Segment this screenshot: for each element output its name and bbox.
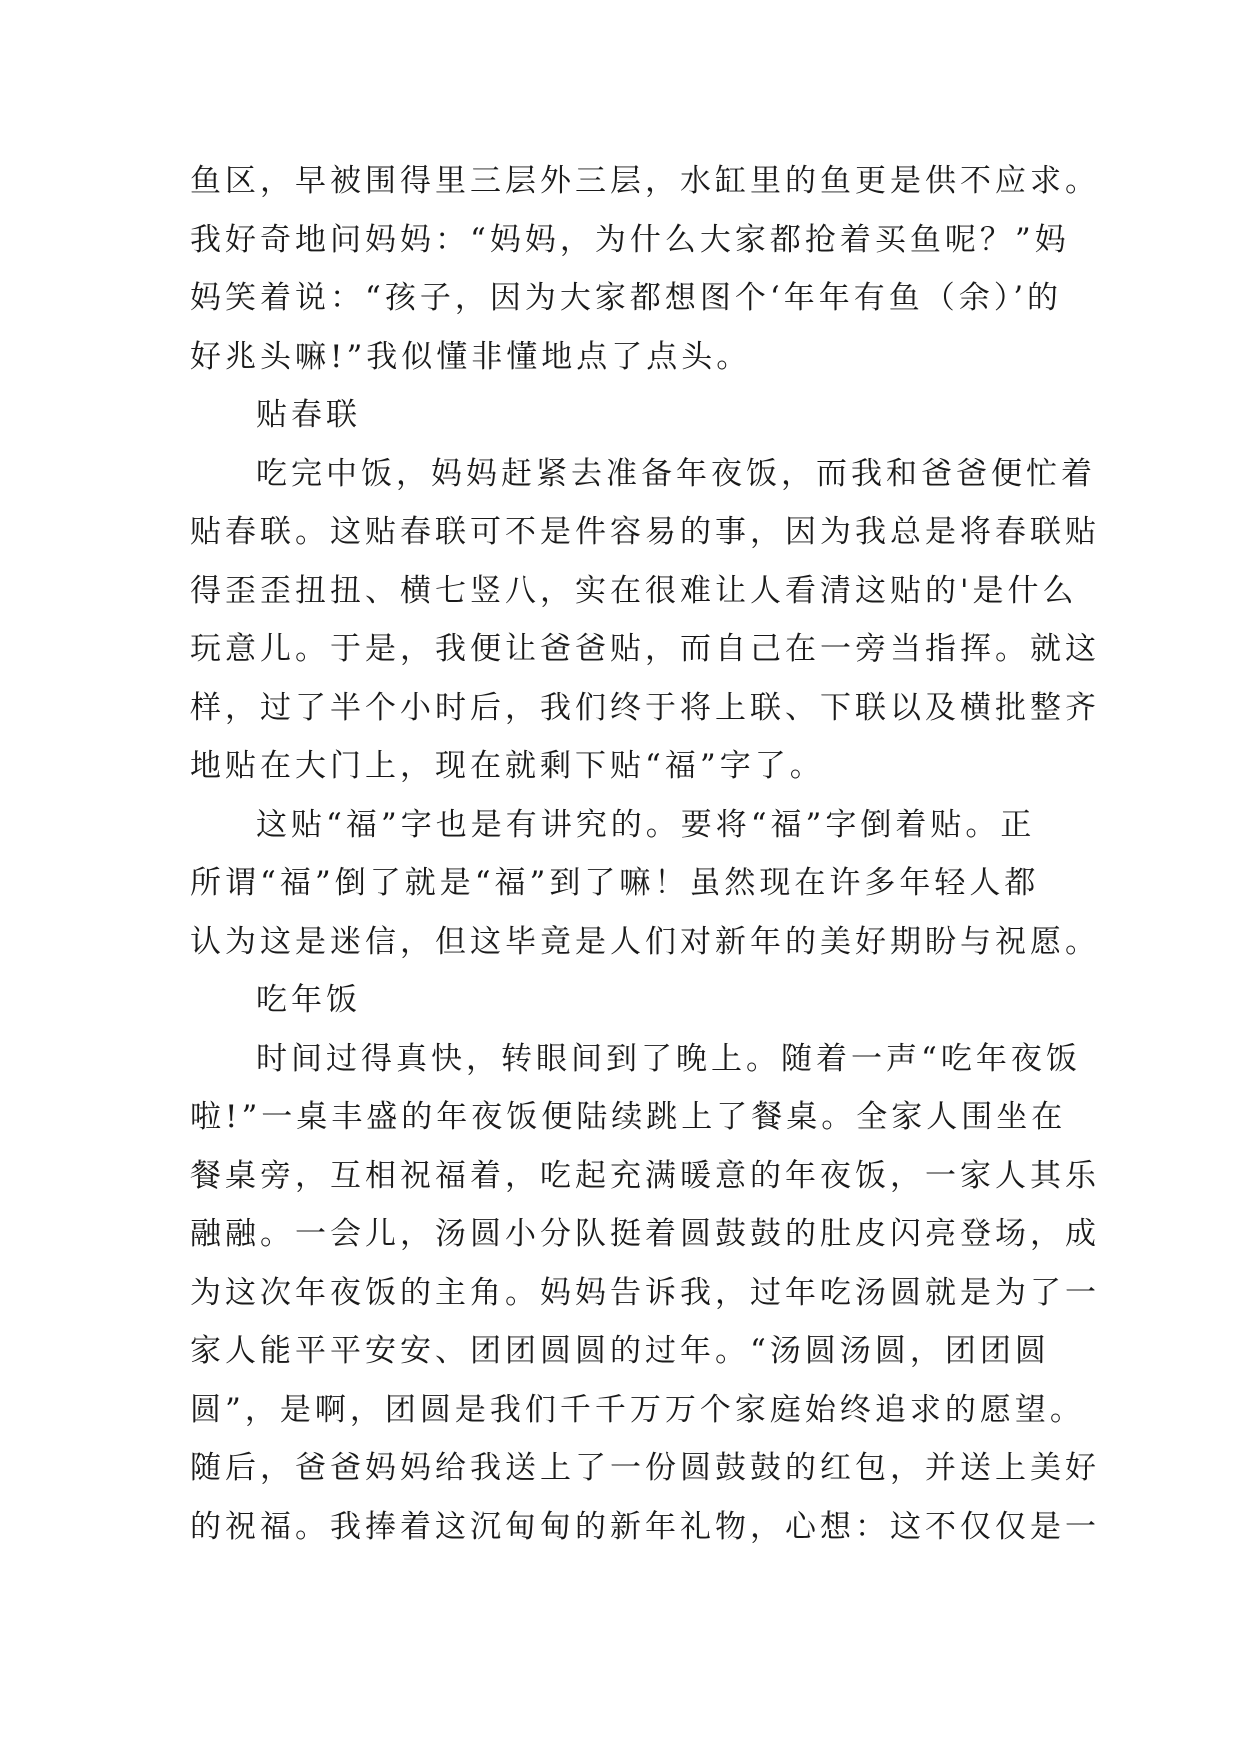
text-line: 融融。一会儿，汤圆小分队挺着圆鼓鼓的肚皮闪亮登场，成 — [190, 1216, 1100, 1252]
document-body — [190, 152, 1100, 1556]
text-line: 地贴在大门上，现在就剩下贴“福”字了。 — [190, 748, 825, 784]
text-line: 我好奇地问妈妈：“妈妈，为什么大家都抢着买鱼呢？”妈 — [190, 221, 1070, 258]
text-line: 的祝福。我捧着这沉甸甸的新年礼物，心想：这不仅仅是一 — [190, 1508, 1100, 1545]
text-line: 认为这是迷信，但这毕竟是人们对新年的美好期盼与祝愿。 — [190, 923, 1100, 960]
text-line: 鱼区，早被围得里三层外三层，水缸里的鱼更是供不应求。 — [190, 163, 1100, 199]
text-line: 随后，爸爸妈妈给我送上了一份圆鼓鼓的红包，并送上美好 — [190, 1450, 1100, 1486]
text-line: 好兆头嘛!”我似懂非懂地点了点头。 — [190, 338, 752, 375]
text-line: 吃完中饭，妈妈赶紧去准备年夜饭，而我和爸爸便忙着 — [256, 455, 1096, 492]
text-line: 妈笑着说：“孩子，因为大家都想图个‘年年有鱼（余）’的 — [190, 280, 1063, 316]
text-line: 为这次年夜饭的主角。妈妈告诉我，过年吃汤圆就是为了一 — [190, 1274, 1100, 1311]
text-line: 样，过了半个小时后，我们终于将上联、下联以及横批整齐 — [190, 689, 1100, 726]
text-line: 餐桌旁，互相祝福着，吃起充满暖意的年夜饭，一家人其乐 — [190, 1157, 1100, 1194]
section-heading: 吃年饭 — [256, 982, 361, 1018]
text-line: 贴春联。这贴春联可不是件容易的事，因为我总是将春联贴 — [190, 514, 1100, 550]
text-line: 得歪歪扭扭、横七竖八，实在很难让人看清这贴的'是什么 — [190, 572, 1078, 609]
text-line: 这贴“福”字也是有讲究的。要将“福”字倒着贴。正 — [256, 806, 1036, 843]
text-line: 时间过得真快，转眼间到了晚上。随着一声“吃年夜饭 — [256, 1040, 1081, 1077]
text-line: 所谓“福”倒了就是“福”到了嘛！虽然现在许多年轻人都 — [190, 865, 1040, 901]
text-line: 玩意儿。于是，我便让爸爸贴，而自己在一旁当指挥。就这 — [190, 631, 1100, 667]
text-line: 家人能平平安安、团团圆圆的过年。“汤圆汤圆，团团圆 — [190, 1333, 1050, 1369]
text-line: 啦!”一桌丰盛的年夜饭便陆续跳上了餐桌。全家人围坐在 — [190, 1099, 1067, 1135]
section-heading: 贴春联 — [256, 397, 361, 433]
text-line: 圆”，是啊，团圆是我们千千万万个家庭始终追求的愿望。 — [190, 1391, 1085, 1428]
